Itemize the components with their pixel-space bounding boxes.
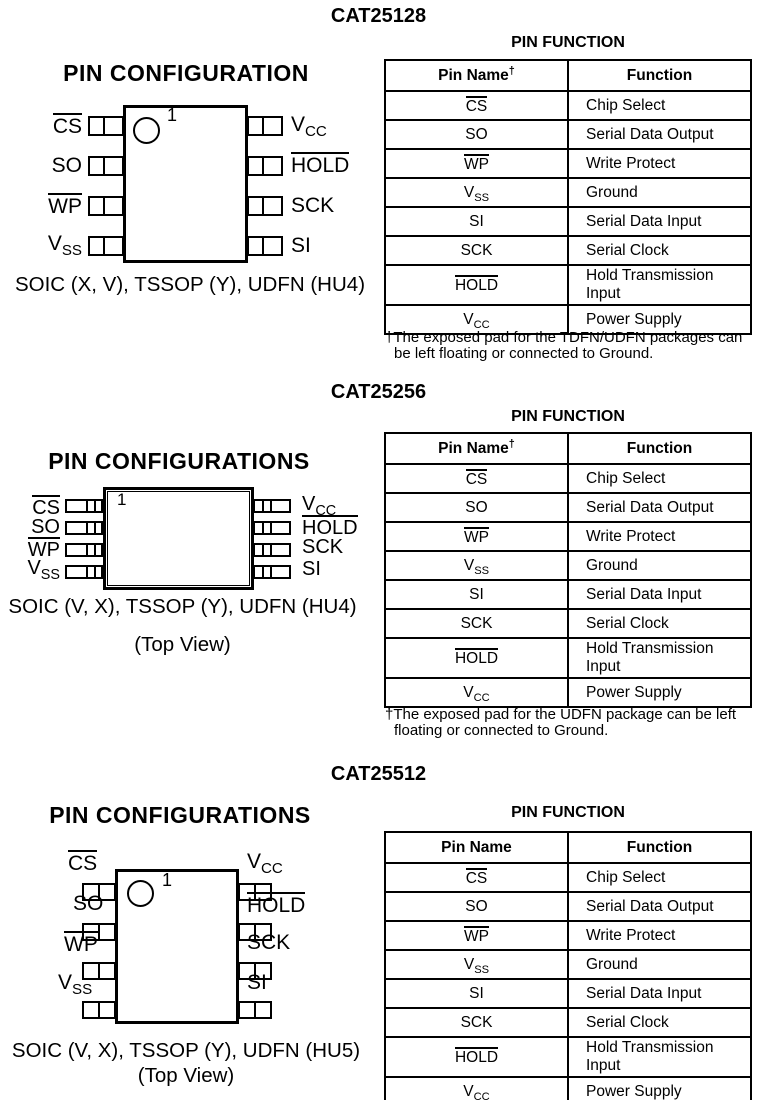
part-title-cat25512: CAT25512 bbox=[330, 763, 427, 785]
function-header: Function bbox=[568, 60, 751, 91]
pin-label-wp: WP bbox=[64, 933, 98, 956]
pin-name-cell: SO bbox=[385, 493, 568, 522]
function-header: Function bbox=[568, 832, 751, 863]
pin-stub-right-4 bbox=[238, 1001, 272, 1019]
table-row bbox=[385, 236, 751, 265]
table-header-row bbox=[385, 832, 751, 863]
pin-name-cell: SCK bbox=[385, 609, 568, 638]
pin-name-cell: HOLD bbox=[385, 638, 568, 678]
pin-label-so: SO bbox=[51, 154, 82, 177]
pin-label-vcc: $V_{CC}$ bbox=[291, 113, 327, 141]
table-row bbox=[385, 551, 751, 580]
top-view-label-2: (Top View) bbox=[134, 633, 231, 656]
pin-stub-left-4 bbox=[82, 1001, 116, 1019]
pin1-indicator-circle bbox=[133, 117, 160, 144]
pin-stub-left-2 bbox=[65, 521, 103, 535]
pin-label-vss: $V_{SS}$ bbox=[47, 232, 82, 260]
pin-name-cell: SCK bbox=[385, 236, 568, 265]
function-cell: Ground bbox=[568, 551, 751, 580]
pin-stub-left-4 bbox=[88, 236, 124, 256]
table-row bbox=[385, 522, 751, 551]
pin-label-vss: $V_{SS}$ bbox=[58, 971, 93, 999]
package-caption-3: SOIC (V, X), TSSOP (Y), UDFN (HU5) bbox=[11, 1039, 361, 1062]
table-row bbox=[385, 638, 751, 678]
table-row bbox=[385, 863, 751, 892]
pin-name-cell: CS bbox=[385, 863, 568, 892]
function-cell: Power Supply bbox=[568, 678, 751, 707]
pin-name-cell: $V_{CC}$ bbox=[385, 1077, 568, 1100]
table-row bbox=[385, 892, 751, 921]
pin-name-cell: HOLD bbox=[385, 265, 568, 305]
table-row bbox=[385, 149, 751, 178]
pin-name-cell: SI bbox=[385, 979, 568, 1008]
pin-name-cell: CS bbox=[385, 91, 568, 120]
pin-label-wp: WP bbox=[27, 539, 60, 561]
part-title-cat25256: CAT25256 bbox=[330, 381, 427, 403]
table-row bbox=[385, 979, 751, 1008]
pin-label-sck: SCK bbox=[302, 536, 344, 558]
pin-name-cell: SO bbox=[385, 892, 568, 921]
pin-stub-left-4 bbox=[65, 565, 103, 579]
table-header-row bbox=[385, 433, 751, 464]
pin-name-cell: SCK bbox=[385, 1008, 568, 1037]
function-cell: Serial Clock bbox=[568, 609, 751, 638]
footnote-1 bbox=[385, 330, 757, 362]
pin1-label: 1 bbox=[162, 870, 173, 890]
pin-stub-right-3 bbox=[247, 196, 283, 216]
pin-label-hold: HOLD bbox=[291, 154, 350, 177]
pin1-label: 1 bbox=[117, 490, 127, 509]
pin-configuration-heading-2: PIN CONFIGURATIONS bbox=[48, 448, 310, 474]
table-row bbox=[385, 1008, 751, 1037]
function-cell: Power Supply bbox=[568, 1077, 751, 1100]
function-cell: Serial Clock bbox=[568, 236, 751, 265]
pin-stub-right-2 bbox=[253, 521, 291, 535]
package-caption-2: SOIC (V, X), TSSOP (Y), UDFN (HU4) bbox=[8, 595, 357, 618]
pin-stub-right-3 bbox=[253, 543, 291, 557]
pin-stub-left-1 bbox=[65, 499, 103, 513]
pin-label-cs: CS bbox=[68, 852, 98, 875]
function-cell: Chip Select bbox=[568, 91, 751, 120]
table-row bbox=[385, 1077, 751, 1100]
footnote-line: †The exposed pad for the UDFN package can be left bbox=[385, 706, 737, 723]
pin-label-so: SO bbox=[73, 892, 104, 915]
function-cell: Chip Select bbox=[568, 464, 751, 493]
function-cell: Serial Clock bbox=[568, 1008, 751, 1037]
table-row bbox=[385, 91, 751, 120]
pin-name-cell: $V_{SS}$ bbox=[385, 950, 568, 979]
table-row bbox=[385, 265, 751, 305]
table-row bbox=[385, 493, 751, 522]
pin-label-cs: CS bbox=[32, 497, 60, 519]
pin-name-header: Pin Name† bbox=[385, 60, 568, 91]
pin-stub-left-3 bbox=[65, 543, 103, 557]
pin-function-table-cat25256 bbox=[384, 432, 752, 708]
table-row bbox=[385, 580, 751, 609]
pin-stub-right-1 bbox=[247, 116, 283, 136]
pin1-label: 1 bbox=[167, 105, 178, 125]
function-cell: Hold Transmission Input bbox=[568, 265, 751, 305]
function-cell: Serial Data Input bbox=[568, 580, 751, 609]
footnote-line: be left floating or connected to Ground. bbox=[394, 345, 654, 362]
pin-stub-left-1 bbox=[88, 116, 124, 136]
table-row bbox=[385, 609, 751, 638]
pin-name-cell: $V_{SS}$ bbox=[385, 178, 568, 207]
pin-label-si: SI bbox=[291, 234, 311, 257]
function-cell: Serial Data Input bbox=[568, 207, 751, 236]
function-cell: Ground bbox=[568, 178, 751, 207]
table-row bbox=[385, 464, 751, 493]
table-row bbox=[385, 207, 751, 236]
pin-name-header: Pin Name bbox=[385, 832, 568, 863]
function-cell: Serial Data Output bbox=[568, 892, 751, 921]
pin-name-cell: $V_{SS}$ bbox=[385, 551, 568, 580]
pin-name-cell: CS bbox=[385, 464, 568, 493]
table-row bbox=[385, 921, 751, 950]
package-caption-1: SOIC (X, V), TSSOP (Y), UDFN (HU4) bbox=[14, 273, 366, 296]
footnote-line: floating or connected to Ground. bbox=[394, 722, 609, 739]
pin-name-cell: $V_{CC}$ bbox=[385, 678, 568, 707]
function-cell: Write Protect bbox=[568, 522, 751, 551]
function-cell: Write Protect bbox=[568, 921, 751, 950]
pin-stub-right-1 bbox=[253, 499, 291, 513]
pin-function-title-2: PIN FUNCTION bbox=[511, 408, 625, 425]
pin-label-vcc: $V_{CC}$ bbox=[302, 493, 337, 519]
table-row bbox=[385, 1037, 751, 1077]
function-cell: Hold Transmission Input bbox=[568, 1037, 751, 1077]
pin-stub-right-4 bbox=[253, 565, 291, 579]
pin1-indicator-circle bbox=[127, 880, 154, 907]
pin-stub-left-2 bbox=[88, 156, 124, 176]
pin-label-vcc: $V_{CC}$ bbox=[247, 850, 283, 878]
function-cell: Ground bbox=[568, 950, 751, 979]
pin-function-table-cat25128 bbox=[384, 59, 752, 335]
table-row bbox=[385, 950, 751, 979]
pin-stub-right-2 bbox=[247, 156, 283, 176]
table-row bbox=[385, 120, 751, 149]
table-row bbox=[385, 178, 751, 207]
pin-label-so: SO bbox=[31, 516, 60, 538]
pin-label-si: SI bbox=[247, 971, 267, 994]
pin-name-cell: HOLD bbox=[385, 1037, 568, 1077]
pin-function-title-3: PIN FUNCTION bbox=[511, 804, 625, 821]
function-cell: Serial Data Input bbox=[568, 979, 751, 1008]
function-cell: Chip Select bbox=[568, 863, 751, 892]
pin-configuration-heading-1: PIN CONFIGURATION bbox=[63, 60, 309, 86]
pin-label-hold: HOLD bbox=[247, 894, 306, 917]
function-cell: Serial Data Output bbox=[568, 493, 751, 522]
footnote-2 bbox=[385, 707, 757, 739]
pin-name-cell: WP bbox=[385, 149, 568, 178]
function-cell: Hold Transmission Input bbox=[568, 638, 751, 678]
part-title-cat25128: CAT25128 bbox=[330, 5, 427, 27]
pin-label-sck: SCK bbox=[291, 194, 335, 217]
pin-label-wp: WP bbox=[48, 195, 82, 218]
table-header-row bbox=[385, 60, 751, 91]
pin-configuration-heading-3: PIN CONFIGURATIONS bbox=[49, 802, 311, 828]
function-cell: Write Protect bbox=[568, 149, 751, 178]
pin-name-cell: SI bbox=[385, 580, 568, 609]
pin-function-table-cat25512 bbox=[384, 831, 752, 1100]
function-cell: Power Supply bbox=[568, 305, 751, 334]
function-header: Function bbox=[568, 433, 751, 464]
pin-label-vss: $V_{SS}$ bbox=[27, 557, 60, 583]
pin-name-cell: SI bbox=[385, 207, 568, 236]
pin-label-si: SI bbox=[302, 558, 321, 580]
footnote-line: †The exposed pad for the TDFN/UDFN packages can bbox=[385, 329, 743, 346]
pin-name-cell: WP bbox=[385, 921, 568, 950]
pin-label-cs: CS bbox=[52, 115, 82, 138]
pin-stub-left-3 bbox=[88, 196, 124, 216]
pin-label-hold: HOLD bbox=[302, 517, 358, 539]
pin-name-header: Pin Name† bbox=[385, 433, 568, 464]
table-row bbox=[385, 678, 751, 707]
pin-function-title-1: PIN FUNCTION bbox=[511, 34, 625, 51]
pin-stub-right-4 bbox=[247, 236, 283, 256]
function-cell: Serial Data Output bbox=[568, 120, 751, 149]
pin-label-sck: SCK bbox=[247, 931, 291, 954]
top-view-label-3: (Top View) bbox=[137, 1064, 235, 1087]
pin-name-cell: WP bbox=[385, 522, 568, 551]
pin-name-cell: SO bbox=[385, 120, 568, 149]
pin-name-cell: $V_{CC}$ bbox=[385, 305, 568, 334]
